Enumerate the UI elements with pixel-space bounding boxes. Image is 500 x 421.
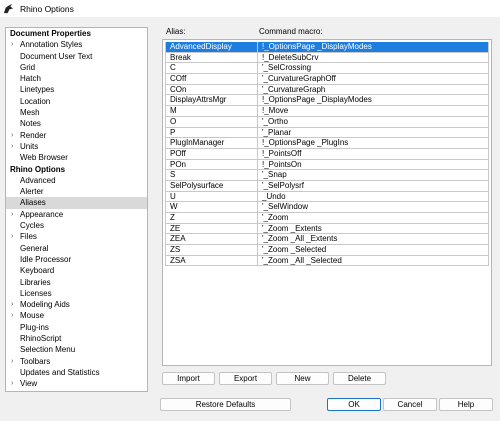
alias-row[interactable] (165, 202, 489, 213)
macro-cell[interactable]: !_PointsOff (258, 149, 489, 159)
tree-item-advanced[interactable] (6, 175, 147, 186)
alias-row[interactable] (165, 181, 489, 192)
chevron-right-icon[interactable]: › (11, 312, 14, 320)
tree-label: Hatch (20, 74, 41, 84)
alias-row[interactable] (165, 117, 489, 128)
alias-row[interactable] (165, 234, 489, 245)
macro-cell[interactable]: '_Zoom _Selected (258, 245, 489, 255)
alias-cell[interactable]: S (166, 170, 258, 180)
options-tree[interactable] (5, 27, 148, 392)
tree-label: Modeling Aids (20, 300, 70, 310)
alias-cell[interactable]: PlugInManager (166, 138, 258, 148)
tree-label: Plug-ins (20, 322, 49, 332)
alias-row[interactable] (165, 85, 489, 96)
tree-item-location[interactable] (6, 96, 147, 107)
tree-item-view[interactable] (6, 378, 147, 389)
alias-row[interactable] (165, 213, 489, 224)
tree-item-hatch[interactable] (6, 73, 147, 84)
tree-label: Notes (20, 119, 41, 129)
chevron-right-icon[interactable]: › (11, 380, 14, 388)
alias-cell[interactable]: Z (166, 213, 258, 223)
tree-label: Grid (20, 62, 36, 72)
alias-row[interactable] (165, 160, 489, 171)
macro-cell[interactable]: '_CurvatureGraph (258, 85, 489, 95)
tree-label: Document User Text (20, 51, 93, 61)
tree-label: Alerter (20, 187, 44, 197)
macro-cell[interactable]: !_DeleteSubCrv (258, 53, 489, 63)
tree-label: Selection Menu (20, 345, 76, 355)
tree-item-alerter[interactable] (6, 186, 147, 197)
macro-cell[interactable]: '_CurvatureGraphOff (258, 74, 489, 84)
ok-button[interactable]: OK (327, 398, 381, 411)
tree-label: General (20, 243, 49, 253)
alias-row[interactable] (165, 138, 489, 149)
alias-row[interactable] (165, 149, 489, 160)
chevron-right-icon[interactable]: › (11, 131, 14, 139)
alias-cell[interactable]: W (166, 202, 258, 212)
macro-column-header: Command macro: (259, 27, 323, 36)
tree-label: Units (20, 141, 39, 151)
alias-cell[interactable]: M (166, 106, 258, 116)
cancel-button[interactable]: Cancel (383, 398, 437, 411)
alias-row[interactable] (165, 224, 489, 235)
tree-label: Advanced (20, 175, 56, 185)
alias-row[interactable] (165, 53, 489, 64)
tree-item-modeling-aids[interactable] (6, 299, 147, 310)
tree-label: RhinoScript (20, 334, 62, 344)
alias-cell[interactable]: C (166, 63, 258, 73)
tree-item-general[interactable] (6, 243, 147, 254)
tree-item-appearance[interactable] (6, 209, 147, 220)
tree-header-rhino-options[interactable] (6, 164, 147, 175)
alias-cell[interactable]: POff (166, 149, 258, 159)
tree-label: Cycles (20, 221, 45, 231)
tree-item-files[interactable] (6, 231, 147, 242)
alias-row[interactable] (165, 106, 489, 117)
macro-cell[interactable]: !_OptionsPage _PlugIns (258, 138, 489, 148)
macro-cell[interactable]: '_SelCrossing (258, 63, 489, 73)
alias-row[interactable] (165, 63, 489, 74)
tree-item-cycles[interactable] (6, 220, 147, 231)
chevron-right-icon[interactable]: › (11, 41, 14, 49)
tree-header-document-properties[interactable] (6, 28, 147, 39)
alias-cell[interactable]: ZS (166, 245, 258, 255)
chevron-right-icon[interactable]: › (11, 142, 14, 150)
export-button[interactable]: Export (219, 372, 272, 385)
rhino-app-icon (3, 3, 14, 14)
tree-item-aliases[interactable] (6, 197, 147, 208)
macro-cell[interactable]: '_SelWindow (258, 202, 489, 212)
help-button[interactable]: Help (439, 398, 493, 411)
macro-cell[interactable]: !_OptionsPage _DisplayModes (258, 42, 489, 52)
alias-row[interactable] (165, 170, 489, 181)
alias-cell[interactable]: COn (166, 85, 258, 95)
tree-label: Keyboard (20, 266, 55, 276)
tree-item-document-user-text[interactable] (6, 51, 147, 62)
alias-cell[interactable]: O (166, 117, 258, 127)
alias-cell[interactable]: ZE (166, 224, 258, 234)
macro-cell[interactable]: '_SelPolysrf (258, 181, 489, 191)
macro-cell[interactable]: _Undo (258, 192, 489, 202)
tree-item-libraries[interactable] (6, 277, 147, 288)
window-title: Rhino Options (20, 3, 74, 14)
alias-column-header: Alias: (166, 27, 186, 36)
macro-cell[interactable]: '_Snap (258, 170, 489, 180)
tree-item-notes[interactable] (6, 118, 147, 129)
tree-label: Files (20, 232, 37, 242)
tree-item-selection-menu[interactable] (6, 344, 147, 355)
chevron-right-icon[interactable]: › (11, 210, 14, 218)
alias-row[interactable] (165, 42, 489, 53)
alias-row[interactable] (165, 128, 489, 139)
tree-item-mesh[interactable] (6, 107, 147, 118)
macro-cell[interactable]: !_Move (258, 106, 489, 116)
alias-cell[interactable]: U (166, 192, 258, 202)
tree-item-plug-ins[interactable] (6, 322, 147, 333)
tree-item-updates-and-statistics[interactable] (6, 367, 147, 378)
alias-cell[interactable]: P (166, 128, 258, 138)
tree-item-web-browser[interactable] (6, 152, 147, 163)
delete-button[interactable]: Delete (333, 372, 386, 385)
macro-cell[interactable]: '_Ortho (258, 117, 489, 127)
tree-label: View (20, 379, 38, 389)
macro-cell[interactable]: '_Zoom (258, 213, 489, 223)
alias-cell[interactable]: Break (166, 53, 258, 63)
restore-defaults-button[interactable]: Restore Defaults (160, 398, 291, 411)
alias-row[interactable] (165, 256, 489, 267)
tree-item-linetypes[interactable] (6, 84, 147, 95)
tree-label: Web Browser (20, 153, 68, 163)
tree-item-annotation-styles[interactable] (6, 39, 147, 50)
tree-label: Document Properties (10, 29, 91, 38)
tree-label: Aliases (20, 198, 46, 208)
tree-label: Mesh (20, 108, 40, 118)
alias-table[interactable] (162, 39, 492, 366)
tree-label: Updates and Statistics (20, 367, 100, 377)
alias-cell[interactable]: ZSA (166, 256, 258, 266)
tree-label: Rhino Options (10, 164, 66, 174)
alias-cell[interactable]: ZEA (166, 234, 258, 244)
macro-cell[interactable]: '_Zoom _All _Extents (258, 234, 489, 244)
tree-item-keyboard[interactable] (6, 265, 147, 276)
tree-item-grid[interactable] (6, 62, 147, 73)
tree-label: Toolbars (20, 356, 51, 366)
tree-label: Appearance (20, 209, 64, 219)
tree-label: Licenses (20, 288, 52, 298)
tree-label: Idle Processor (20, 254, 72, 264)
tree-item-render[interactable] (6, 130, 147, 141)
alias-row[interactable] (165, 245, 489, 256)
tree-item-rhinoscript[interactable] (6, 333, 147, 344)
chevron-right-icon[interactable]: › (11, 301, 14, 309)
macro-cell[interactable]: '_Zoom _Extents (258, 224, 489, 234)
tree-item-units[interactable] (6, 141, 147, 152)
chevron-right-icon[interactable]: › (11, 357, 14, 365)
tree-label: Location (20, 96, 51, 106)
macro-cell[interactable]: !_PointsOn (258, 160, 489, 170)
alias-row[interactable] (165, 192, 489, 203)
tree-label: Annotation Styles (20, 40, 83, 50)
alias-cell[interactable]: POn (166, 160, 258, 170)
alias-row[interactable] (165, 95, 489, 106)
alias-cell[interactable]: AdvancedDisplay (166, 42, 258, 52)
chevron-right-icon[interactable]: › (11, 233, 14, 241)
new-button[interactable]: New (276, 372, 329, 385)
alias-cell[interactable]: DisplayAttrsMgr (166, 95, 258, 105)
tree-item-mouse[interactable] (6, 310, 147, 321)
alias-cell[interactable]: COff (166, 74, 258, 84)
alias-cell[interactable]: SelPolysurface (166, 181, 258, 191)
tree-label: Mouse (20, 311, 45, 321)
macro-cell[interactable]: '_Zoom _All _Selected (258, 256, 489, 266)
title-bar (0, 0, 500, 17)
tree-item-toolbars[interactable] (6, 356, 147, 367)
tree-label: Libraries (20, 277, 51, 287)
macro-cell[interactable]: !_OptionsPage _DisplayModes (258, 95, 489, 105)
tree-label: Linetypes (20, 85, 55, 95)
alias-row[interactable] (165, 74, 489, 85)
tree-item-licenses[interactable] (6, 288, 147, 299)
tree-item-idle-processor[interactable] (6, 254, 147, 265)
tree-label: Render (20, 130, 47, 140)
macro-cell[interactable]: '_Planar (258, 128, 489, 138)
import-button[interactable]: Import (162, 372, 215, 385)
